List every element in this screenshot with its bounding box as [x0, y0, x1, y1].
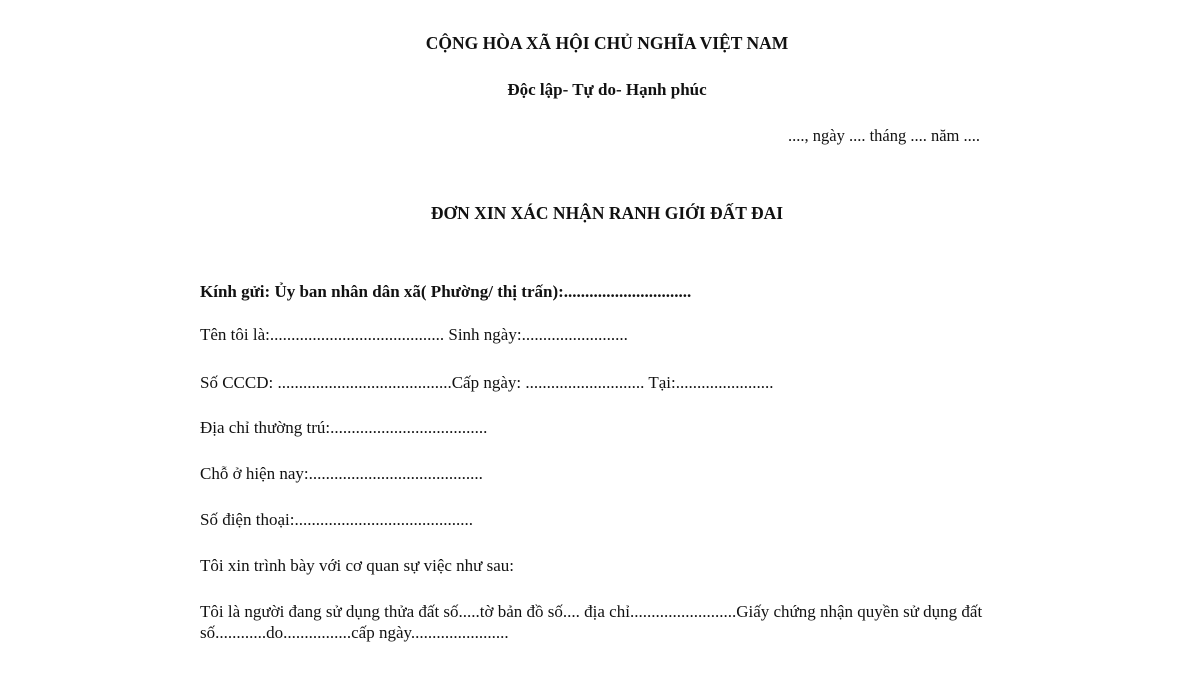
recipient-line: Kính gửi: Ủy ban nhân dân xã( Phường/ thị trấn):..............................: [200, 282, 692, 301]
current-residence-field: Chỗ ở hiện nay:.........................................: [200, 464, 483, 483]
id-card-field: Số CCCD: .........................................Cấp ngày: ............................ Tại:.......................: [200, 373, 774, 392]
national-name-heading: CỘNG HÒA XÃ HỘI CHỦ NGHĨA VIỆT NAM: [425, 33, 789, 53]
motto-heading: Độc lập- Tự do- Hạnh phúc: [507, 80, 707, 99]
intro-line: Tôi xin trình bày với cơ quan sự việc như sau:: [200, 556, 515, 575]
form-title: ĐƠN XIN XÁC NHẬN RANH GIỚI ĐẤT ĐAI: [430, 203, 784, 223]
land-use-paragraph: Tôi là người đang sử dụng thửa đất số.....tờ bản đồ số.... địa chỉ.........................Giấy chứng nhận quyền sử dụng đất số............do................cấp ngày.......................: [200, 602, 983, 642]
permanent-address-field: Địa chỉ thường trú:.....................................: [200, 418, 488, 437]
date-line: ...., ngày .... tháng .... năm ....: [788, 126, 981, 145]
name-birth-field: Tên tôi là:......................................... Sinh ngày:.........................: [200, 325, 628, 344]
phone-field: Số điện thoại:..........................................: [200, 510, 473, 529]
